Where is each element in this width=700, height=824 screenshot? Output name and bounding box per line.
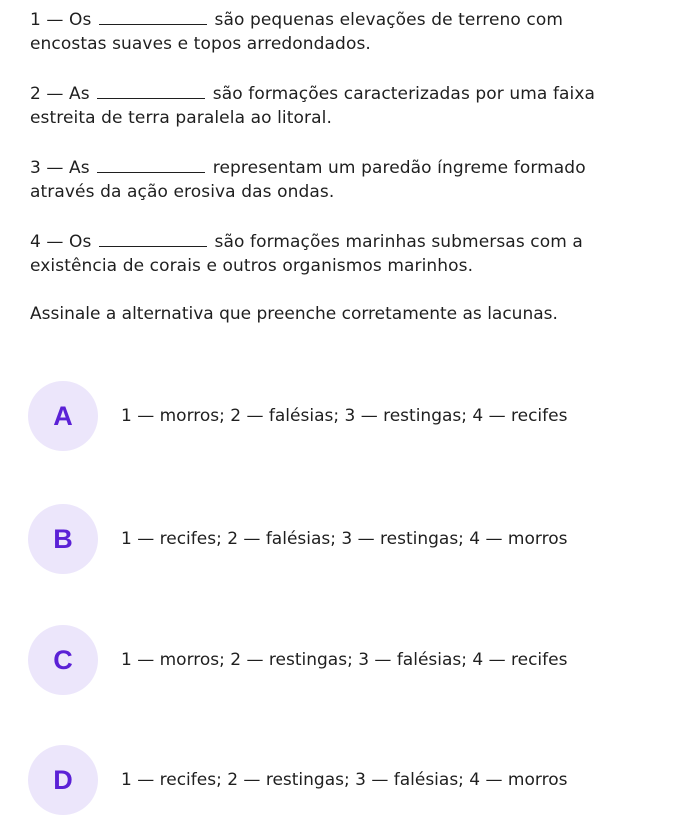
option-text: 1 — recifes; 2 — restingas; 3 — falésias; 4 — morros	[121, 770, 568, 790]
statement-suffix: são pequenas elevações de terreno com	[214, 10, 564, 30]
statement-prefix: 1 — Os	[30, 10, 92, 30]
instruction-text: Assinale a alternativa que preenche corretamente as lacunas.	[30, 304, 558, 324]
statement-suffix: são formações marinhas submersas com a	[214, 232, 583, 252]
statement-3	[30, 156, 680, 204]
statement-suffix: são formações caracterizadas por uma faixa	[212, 84, 596, 104]
question-body	[30, 8, 680, 343]
statement-prefix: 4 — Os	[30, 232, 92, 252]
option-b[interactable]	[28, 499, 678, 579]
option-letter-badge: D	[28, 745, 98, 815]
option-letter-badge: B	[28, 504, 98, 574]
statement-suffix: representam um paredão íngreme formado	[212, 158, 586, 178]
option-letter-badge: A	[28, 381, 98, 451]
option-letter-badge: C	[28, 625, 98, 695]
statement-continuation: através da ação erosiva das ondas.	[30, 182, 335, 202]
option-c[interactable]	[28, 620, 678, 700]
blank-line	[97, 158, 205, 173]
statement-2	[30, 82, 680, 130]
blank-line	[99, 232, 207, 247]
option-text: 1 — recifes; 2 — falésias; 3 — restingas; 4 — morros	[121, 529, 568, 549]
statement-prefix: 2 — As	[30, 84, 90, 104]
statement-continuation: estreita de terra paralela ao litoral.	[30, 108, 332, 128]
blank-line	[97, 84, 205, 99]
blank-line	[99, 10, 207, 25]
option-text: 1 — morros; 2 — falésias; 3 — restingas; 4 — recifes	[121, 406, 568, 426]
statement-1	[30, 8, 680, 56]
option-a[interactable]	[28, 376, 678, 456]
statement-continuation: encostas suaves e topos arredondados.	[30, 34, 371, 54]
statement-prefix: 3 — As	[30, 158, 90, 178]
option-text: 1 — morros; 2 — restingas; 3 — falésias; 4 — recifes	[121, 650, 568, 670]
statement-4	[30, 230, 680, 278]
statement-continuation: existência de corais e outros organismos marinhos.	[30, 256, 474, 276]
option-d[interactable]	[28, 740, 678, 820]
